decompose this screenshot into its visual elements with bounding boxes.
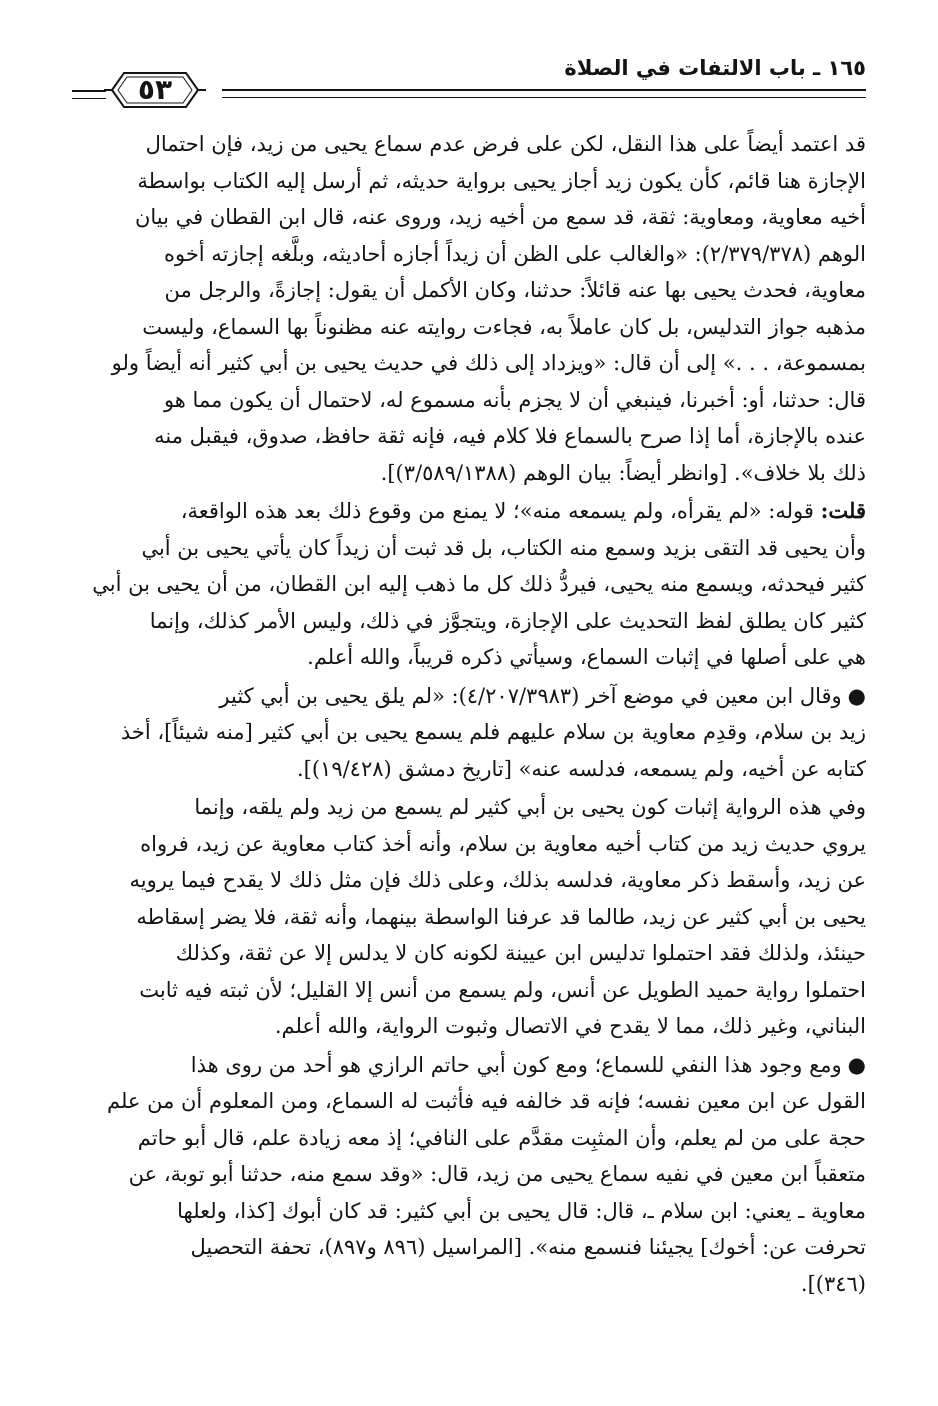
lead-word: قلت: bbox=[820, 498, 866, 523]
text-line: احتملوا رواية حميد الطويل عن أنس، ولم يسمع من أنس إلا القليل؛ لأن ثبته فيه ثابت bbox=[139, 977, 866, 1002]
bullet-icon: ● bbox=[847, 683, 866, 708]
page-header bbox=[72, 55, 866, 107]
text-line: كتابه عن أخيه، ولم يسمعه، فدلسه عنه» [تاريخ دمشق (١٩/٤٢٨)]. bbox=[296, 756, 866, 781]
text-line: البناني، وغير ذلك، مما لا يقدح في الاتصال وثبوت الرواية، والله أعلم. bbox=[274, 1014, 866, 1038]
paragraph-4 bbox=[72, 789, 866, 1045]
header-double-rule-left bbox=[72, 90, 106, 99]
text-line: زيد بن سلام، وقدِم معاوية بن سلام عليهم فلم يسمع يحيى بن أبي كثير [منه شيئاً]، أخذ bbox=[120, 720, 866, 744]
text-line: عنده بالإجازة، أما إذا صرح بالسماع فلا كلام فيه، فإنه ثقة حافظ، صدوق، فيقبل منه bbox=[154, 424, 866, 448]
text-line: متعقباً ابن معين في نفيه سماع يحيى من زيد، قال: «وقد سمع منه، حدثنا أبو توبة، عن bbox=[128, 1162, 866, 1186]
text-line: وأن يحيى قد التقى بزيد وسمع منه الكتاب، بل قد ثبت أن زيداً كان يأتي يحيى بن أبي bbox=[141, 535, 866, 560]
text-line: مذهبه جواز التدليس، بل كان عاملاً به، فجاءت روايته عنه مظنوناً بها السماع، وليست bbox=[142, 314, 866, 339]
text-line: يحيى بن أبي كثير عن زيد، طالما قد عرفنا الواسطة بينهما، وأنه ثقة، فلا يضر إسقاطه bbox=[136, 904, 866, 929]
text-line: ذلك بلا خلاف». [وانظر أيضاً: بيان الوهم (٣/٥٨٩/١٣٨٨)]. bbox=[380, 460, 866, 485]
text-line: حينئذ، ولذلك فقد احتملوا تدليس ابن عيينة لكونه كان لا يدلس إلا عن ثقة، وكذلك bbox=[175, 941, 866, 965]
text-line-with-lead bbox=[72, 493, 866, 530]
text-line: تحرفت عن: أخوك] يجيئنا فنسمع منه». [المراسيل (٨٩٦ و٨٩٧)، تحفة التحصيل bbox=[190, 1235, 866, 1259]
paragraph-2 bbox=[72, 493, 866, 676]
text-line: حجة على من لم يعلم، وأن المثبِت مقدَّم على النافي؛ إذ معه زيادة علم، قال أبو حاتم bbox=[137, 1125, 866, 1150]
text-line: الإجازة هنا قائم، كأن يكون زيد أجاز يحيى برواية حديثه، ثم أرسل إليه الكتاب بواسطة bbox=[137, 168, 866, 193]
page-number: ٥٣ bbox=[137, 73, 173, 106]
text-line: قوله: «لم يقرأه، ولم يسمعه منه»؛ لا يمنع من وقوع ذلك بعد هذه الواقعة، bbox=[180, 499, 814, 523]
page-number-badge bbox=[104, 65, 206, 115]
paragraph-3 bbox=[72, 678, 866, 788]
text-line: أخيه معاوية، ومعاوية: ثقة، قد سمع من أخيه زيد، وروى عنه، قال ابن القطان في بيان bbox=[134, 205, 866, 229]
chapter-title: ١٦٥ ـ باب الالتفات في الصلاة bbox=[564, 56, 866, 80]
text-line: معاوية ـ يعني: ابن سلام ـ، قال: قال يحيى بن أبي كثير: قد كان أبوك [كذا، ولعلها bbox=[177, 1198, 866, 1223]
text-line: عن زيد، وأسقط ذكر معاوية، فدلسه بذلك، وعلى ذلك فإن مثل ذلك لا يقدح فيما يرويه bbox=[129, 868, 866, 892]
text-line: ومع وجود هذا النفي للسماع؛ ومع كون أبي حاتم الرازي هو أحد من روى هذا bbox=[190, 1052, 842, 1077]
text-line: (٣٤٦)]. bbox=[800, 1271, 866, 1296]
text-line: قد اعتمد أيضاً على هذا النقل، لكن على فرض عدم سماع يحيى من زيد، فإن احتمال bbox=[145, 132, 866, 156]
text-line: هي على أصلها في إثبات السماع، وسيأتي ذكره قريباً، والله أعلم. bbox=[307, 645, 866, 669]
page-body bbox=[72, 126, 866, 1302]
bullet-icon: ● bbox=[847, 1052, 866, 1077]
text-line: القول عن ابن معين نفسه؛ فإنه قد خالفه فيه فأثبت له السماع، ومن المعلوم أن من علم bbox=[106, 1089, 866, 1113]
text-line: كثير كان يطلق لفظ التحديث على الإجازة، ويتجوَّز في ذلك، وليس الأمر كذلك، وإنما bbox=[149, 608, 866, 633]
text-line: قال: حدثنا، أو: أخبرنا، فينبغي أن لا يجزم بأنه مسموع له، لاحتمال أن يكون مما هو bbox=[163, 387, 866, 412]
paragraph-1 bbox=[72, 126, 866, 491]
text-line: معاوية، فحدث يحيى بها عنه قائلاً: حدثنا، وكان الأكمل أن يقول: إجازةً، والرجل من bbox=[164, 278, 866, 302]
text-line: وفي هذه الرواية إثبات كون يحيى بن أبي كثير لم يسمع من زيد ولم يلقه، وإنما bbox=[194, 795, 866, 819]
paragraph-5 bbox=[72, 1047, 866, 1303]
text-line: بمسموعة، . . .» إلى أن قال: «ويزداد إلى ذلك في حديث يحيى بن أبي كثير أنه أيضاً ولو bbox=[111, 351, 866, 375]
text-line: وقال ابن معين في موضع آخر (٤/٢٠٧/٣٩٨٣): «لم يلق يحيى بن أبي كثير bbox=[219, 683, 842, 708]
text-line: الوهم (٢/٣٧٩/٣٧٨): «والغالب على الظن أن زيداً أجازه أحاديثه، وبلَّغه إجازته أخوه bbox=[163, 241, 866, 266]
text-line: كثير فيحدثه، ويسمع منه يحيى، فيردُّ ذلك كل ما ذهب إليه ابن القطان، من أن يحيى بن أبي bbox=[92, 572, 866, 596]
text-line-with-bullet bbox=[72, 1047, 866, 1084]
text-line: يروي حديث زيد من كتاب أخيه معاوية بن سلام، وأنه أخذ كتاب معاوية عن زيد، فرواه bbox=[140, 831, 866, 856]
header-double-rule bbox=[222, 89, 866, 98]
text-line-with-bullet bbox=[72, 678, 866, 715]
